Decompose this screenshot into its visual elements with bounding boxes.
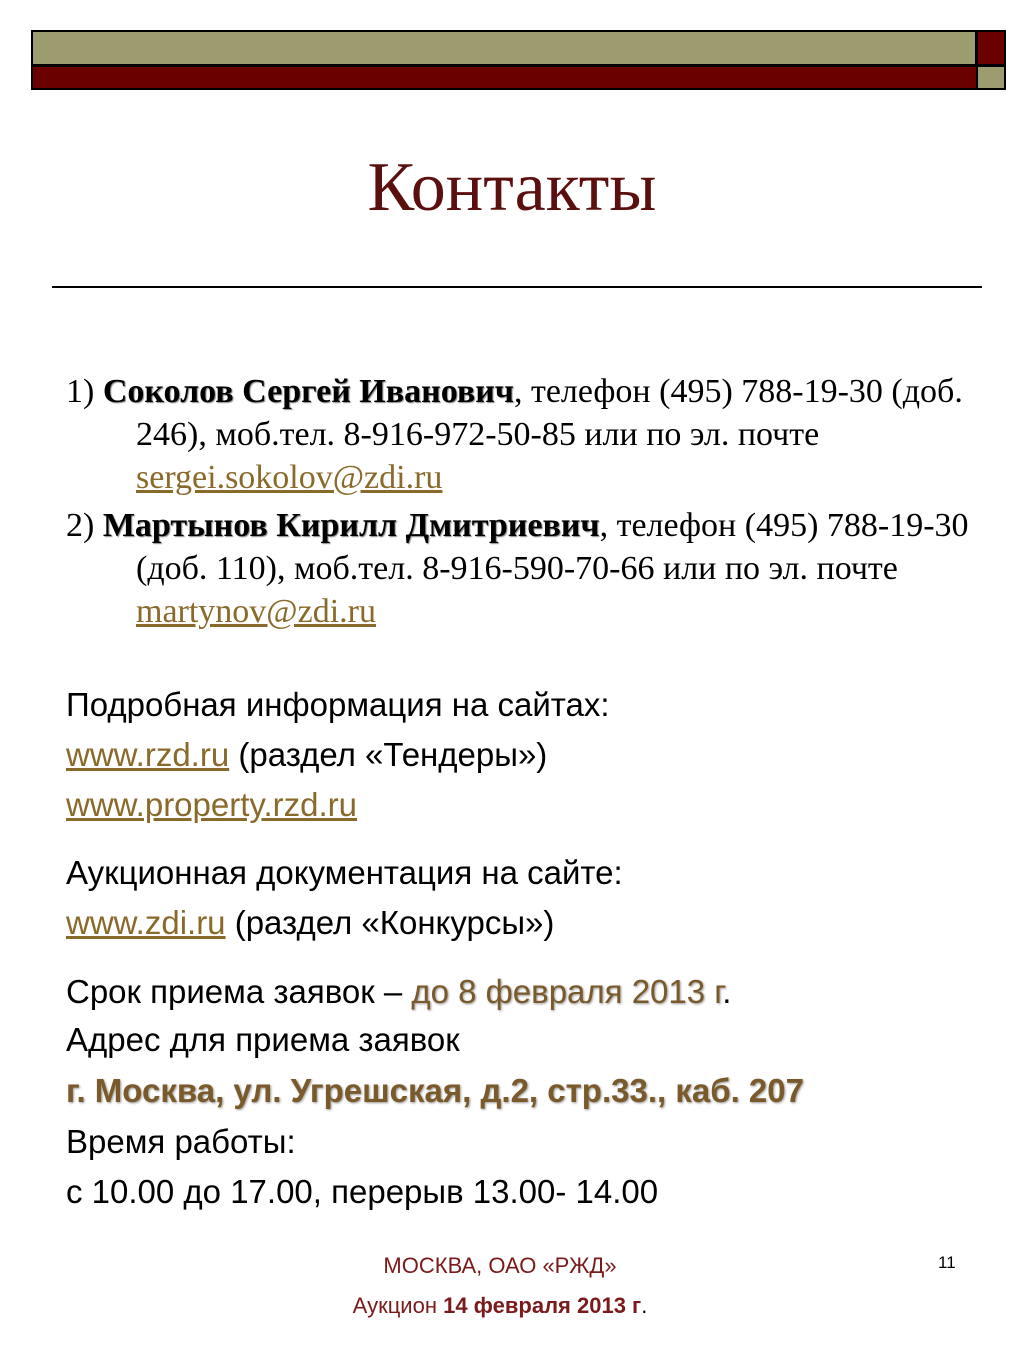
deadline-suffix: .	[722, 973, 732, 1010]
contact-email-link[interactable]: martynov@zdi.ru	[136, 593, 376, 630]
footer-auction-prefix: Аукцион	[352, 1293, 444, 1318]
address-heading: Адрес для приема заявок	[66, 1021, 460, 1058]
deadline-prefix: Срок приема заявок –	[66, 973, 412, 1010]
header-red-bar	[31, 65, 1006, 90]
deadline-line	[66, 972, 731, 1012]
docs-line	[66, 903, 554, 943]
footer-line1: МОСКВА, ОАО «РЖД»	[383, 1253, 617, 1278]
contact-item	[66, 370, 996, 499]
title-divider	[52, 286, 982, 288]
contact-index: 1)	[66, 373, 95, 410]
page-title: Контакты	[367, 149, 657, 226]
footer-auction-date: 14 февраля 2013 г	[443, 1293, 642, 1318]
zdi-site-link[interactable]: www.zdi.ru	[66, 904, 226, 941]
docs-heading: Аукционная документация на сайте:	[66, 854, 623, 891]
contact-details: , телефон (495) 788-19-30 (доб. 246), моб.тел. 8-916-972-50-85 или по эл. почте	[136, 373, 963, 453]
address-text: г. Москва, ул. Угрешская, д.2, стр.33., каб. 207	[66, 1072, 804, 1109]
site2-line	[66, 785, 357, 825]
rzd-site-link[interactable]: www.rzd.ru	[66, 736, 230, 773]
contact-email-link[interactable]: sergei.sokolov@zdi.ru	[136, 459, 443, 496]
footer-auction-suffix: .	[641, 1293, 648, 1318]
deadline-date: до 8 февраля 2013 г	[411, 973, 723, 1010]
contact-index: 2)	[66, 507, 95, 544]
header-olive-square	[976, 65, 1006, 90]
header-red-square	[976, 30, 1006, 66]
contact-name: Соколов Сергей Иванович	[102, 373, 514, 410]
footer-line2	[0, 1293, 1000, 1319]
site1-line	[66, 735, 547, 775]
hours-heading: Время работы:	[66, 1123, 296, 1160]
sites-heading: Подробная информация на сайтах:	[66, 686, 610, 723]
contact-name: Мартынов Кирилл Дмитриевич	[102, 507, 600, 544]
contacts-list	[66, 370, 996, 633]
zdi-site-note: (раздел «Конкурсы»)	[234, 904, 555, 941]
header-olive-bar	[31, 30, 977, 66]
contact-details: , телефон (495) 788-19-30 (доб. 110), моб.тел. 8-916-590-70-66 или по эл. почте	[136, 507, 969, 587]
rzd-site-note: (раздел «Тендеры»)	[238, 736, 548, 773]
page-number: 11	[938, 1253, 956, 1272]
hours-text: с 10.00 до 17.00, перерыв 13.00- 14.00	[66, 1173, 659, 1210]
contact-item	[66, 504, 996, 633]
property-site-link[interactable]: www.property.rzd.ru	[66, 786, 357, 823]
